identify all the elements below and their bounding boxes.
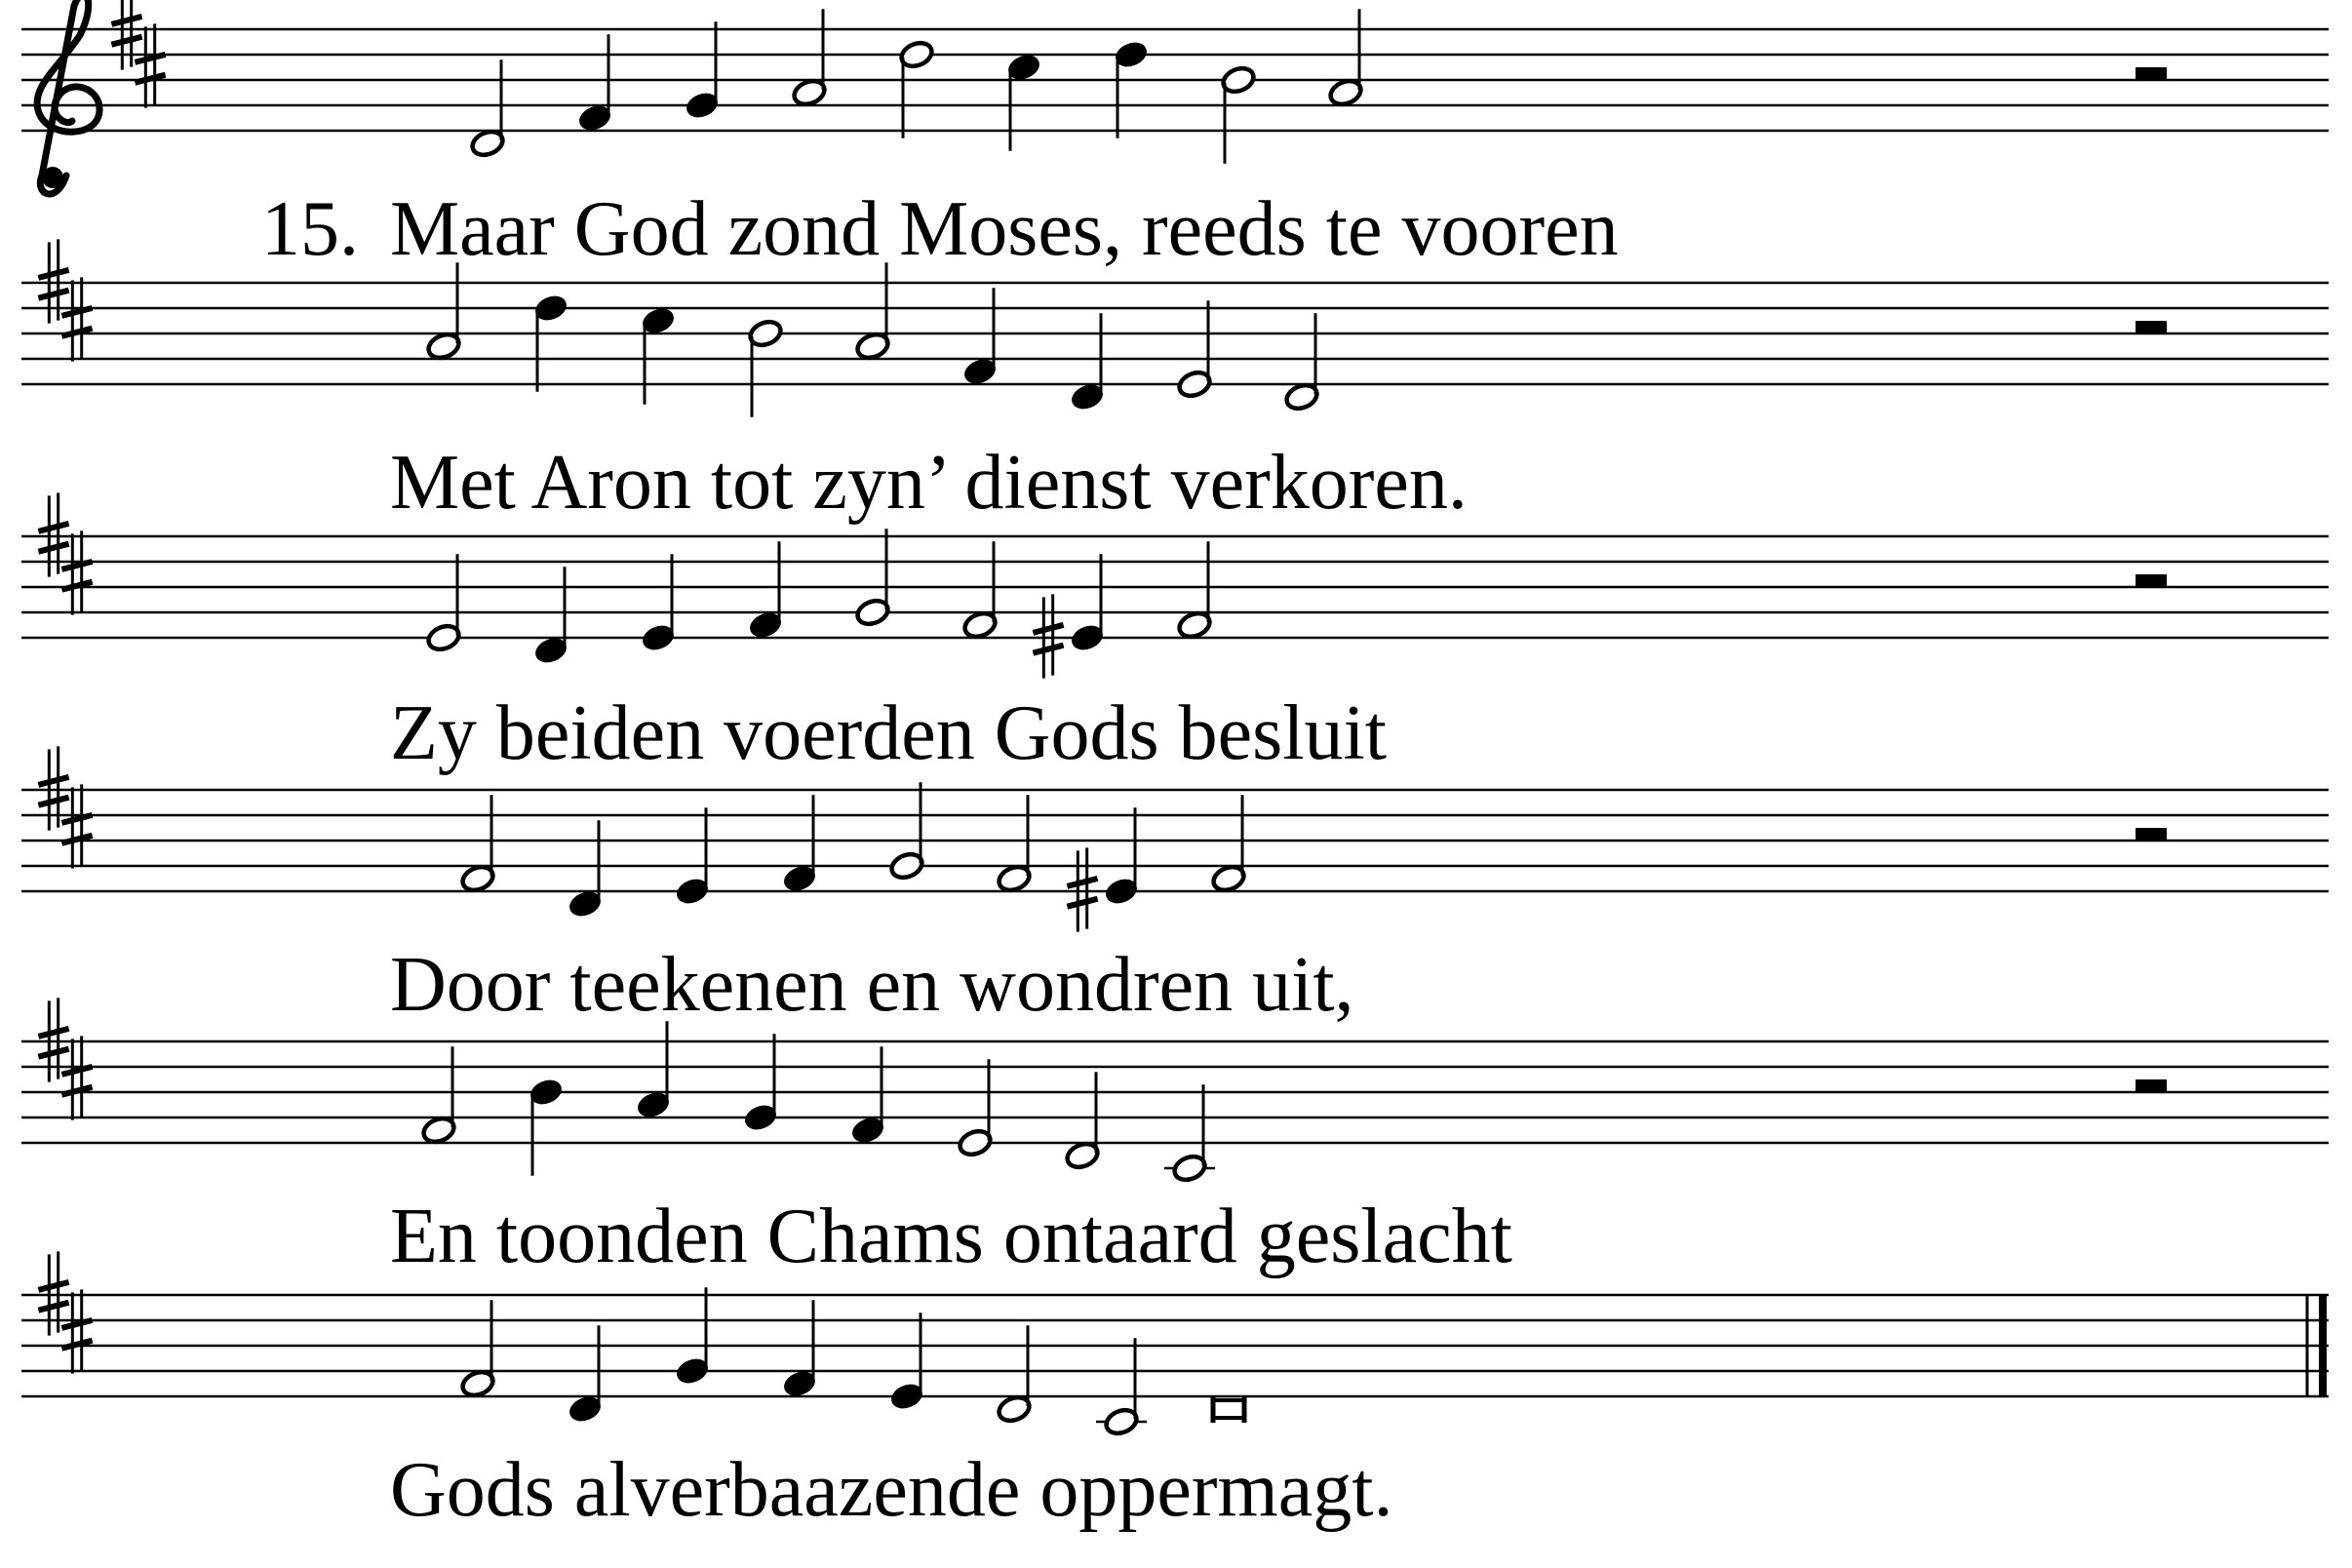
sharp-accidental-icon (1033, 594, 1063, 678)
lyric-line-2: Met Aron tot zyn’ dienst verkoren. (390, 440, 1468, 526)
half-rest-icon (2136, 321, 2167, 333)
half-rest-icon (2136, 67, 2167, 80)
key-sharp-f-icon (38, 1251, 68, 1335)
sharp-accidental-icon (1067, 847, 1097, 931)
key-sharp-f-icon (38, 239, 68, 323)
breve-note (1213, 1400, 1244, 1418)
half-rest-icon (2136, 574, 2167, 587)
lyric-line-4: Door teekenen en wondren uit, (390, 942, 1354, 1028)
key-sharp-f-icon (38, 998, 68, 1081)
lyric-line-1: Maar God zond Moses, reeds te vooren (390, 186, 1619, 272)
lyric-line-3: Zy beiden voerden Gods besluit (390, 690, 1387, 776)
lyric-line-5: En toonden Chams ontaard geslacht (390, 1194, 1512, 1279)
half-rest-icon (2136, 828, 2167, 841)
key-sharp-f-icon (38, 492, 68, 576)
lyric-line-6: Gods alverbaazende oppermagt. (390, 1447, 1393, 1533)
half-rest-icon (2136, 1079, 2167, 1092)
verse-number: 15. (261, 186, 359, 272)
key-sharp-f-icon (38, 746, 68, 830)
